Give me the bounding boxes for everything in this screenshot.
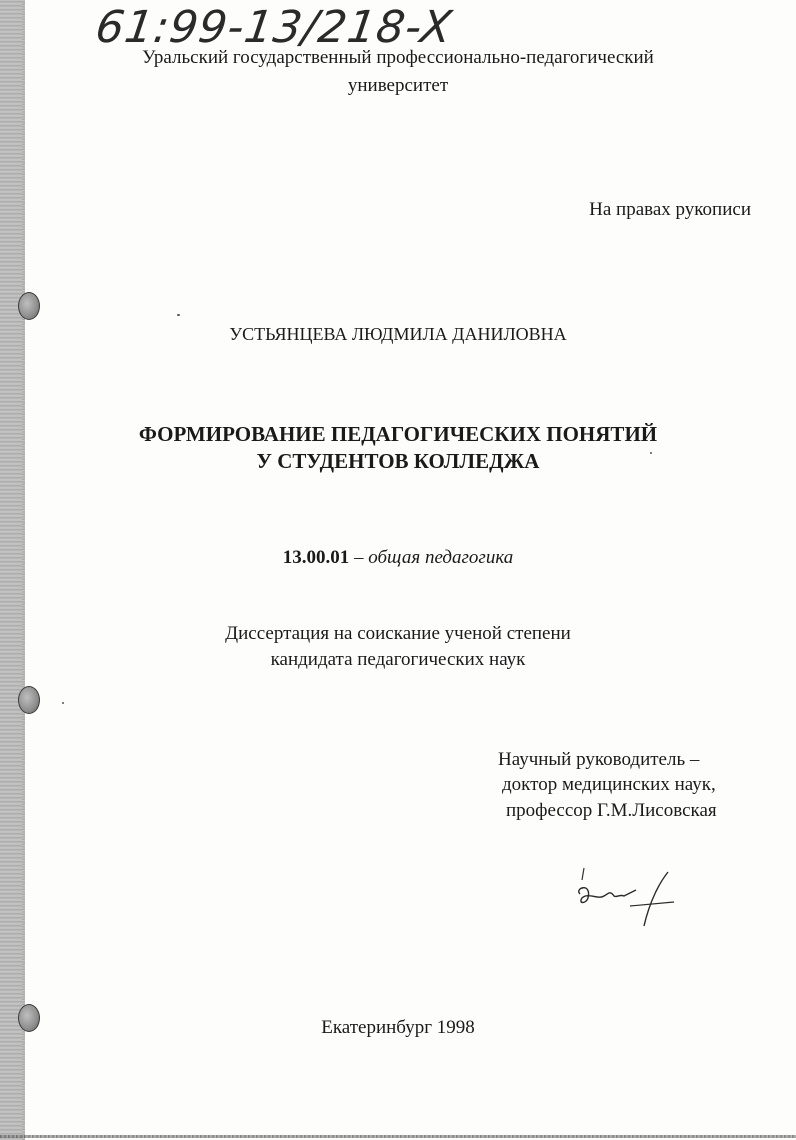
institution-line-1: Уральский государственный профессионально-педагогический [142,47,654,68]
scan-speck [62,702,64,704]
manuscript-rights: На правах рукописи [589,199,751,220]
scan-speck [177,314,180,316]
scan-speck [650,452,652,454]
degree-line-2: кандидата педагогических наук [270,649,526,670]
archive-number-handwritten: 61:99-13/218-X [92,2,456,53]
supervisor-line-1: Научный руководитель – [498,749,700,770]
signature-image [570,860,680,930]
specialty-name: общая педагогика [368,547,514,568]
institution-line-2: университет [347,75,449,96]
scan-binding-strip [0,0,22,1140]
title-line-2: У СТУДЕНТОВ КОЛЛЕДЖА [256,449,540,473]
place-year: Екатеринбург 1998 [321,1017,475,1038]
punch-hole-2 [18,686,40,714]
specialty-code: 13.00.01 [282,547,350,568]
specialty-separator: – [349,547,369,568]
punch-hole-1 [18,292,40,320]
supervisor-line-2: доктор медицинских наук, [502,774,716,795]
supervisor-line-3: профессор Г.М.Лисовская [506,800,717,821]
author-name: УСТЬЯНЦЕВА ЛЮДМИЛА ДАНИЛОВНА [229,324,567,344]
scan-bottom-edge [0,1135,796,1138]
degree-line-1: Диссертация на соискание ученой степени [225,623,571,644]
title-line-1: ФОРМИРОВАНИЕ ПЕДАГОГИЧЕСКИХ ПОНЯТИЙ [138,422,658,446]
specialty [0,546,796,570]
